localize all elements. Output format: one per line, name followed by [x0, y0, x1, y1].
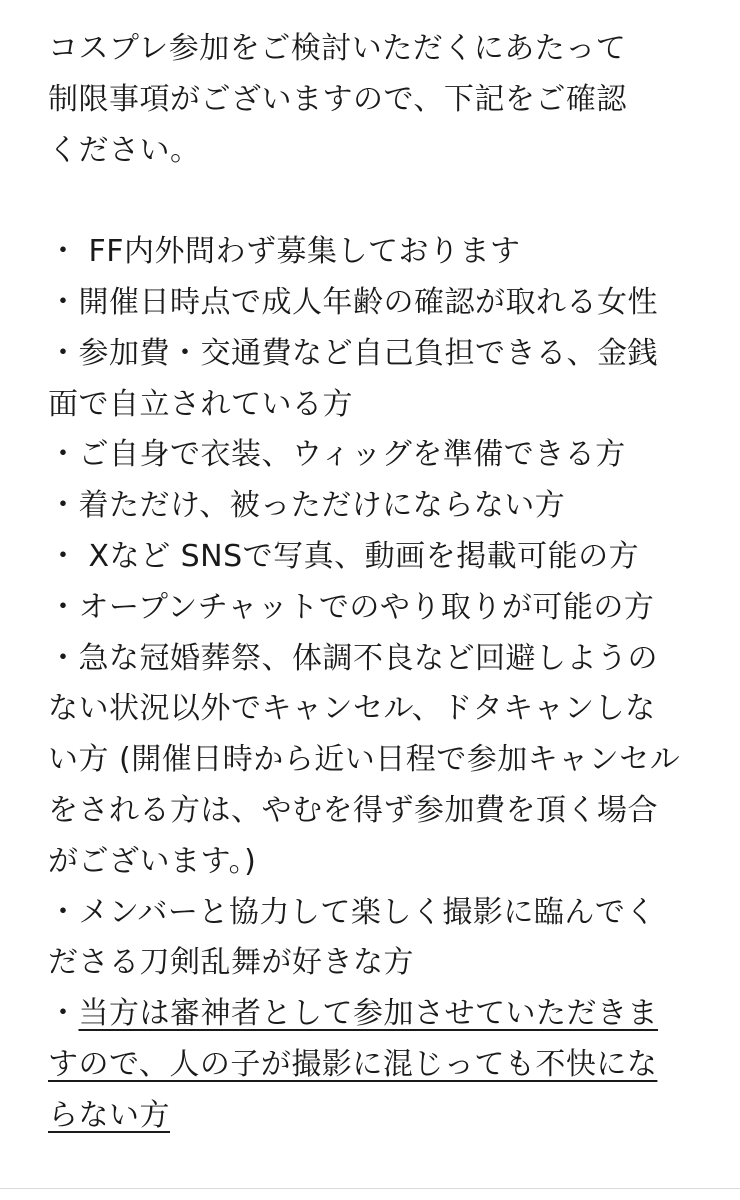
underlined-requirement-line	[48, 989, 708, 1040]
blank-line	[48, 176, 708, 227]
intro-line: ください。	[48, 132, 201, 168]
underlined-text: 当方は審神者として参加させていただきま	[78, 996, 658, 1032]
requirement-line: ・ Xなど SNSで写真、動画を掲載可能の方	[48, 538, 640, 574]
underlined-text: すので、人の子が撮影に混じっても不快にな	[48, 1046, 658, 1082]
requirement-line: をされる方は、やむを得ず参加費を頂く場合	[48, 792, 658, 828]
bullet: ・	[48, 996, 79, 1032]
requirement-line: がございます。)	[48, 843, 257, 879]
underlined-text: らない方	[48, 1097, 170, 1133]
intro-line: コスプレ参加をご検討いただくにあたって	[48, 31, 627, 66]
requirement-line: ・メンバーと協力して楽しく撮影に臨んでく	[48, 894, 656, 930]
requirement-line: い方 (開催日時から近い日程で参加キャンセル	[48, 742, 681, 778]
requirement-line: ない状況以外でキャンセル、ドタキャンしな	[48, 691, 656, 727]
requirement-line: ・ご自身で衣装、ウィッグを準備できる方	[48, 437, 626, 473]
requirement-line: 面で自立されている方	[48, 386, 353, 422]
requirement-line: ・着ただけ、被っただけにならない方	[48, 488, 566, 524]
requirement-line: ・開催日時点で成人年齢の確認が取れる女性	[48, 284, 658, 320]
document-body	[48, 24, 708, 1142]
requirement-line: ださる刀剣乱舞が好きな方	[48, 945, 414, 981]
intro-line: 制限事項がございますので、下記をご確認	[48, 81, 627, 117]
requirement-line: ・オープンチャットでのやり取りが可能の方	[48, 589, 655, 625]
underlined-requirement-line	[48, 1040, 708, 1091]
requirement-line: ・参加費・交通費など自己負担できる、金銭	[48, 335, 658, 371]
requirement-line: ・急な冠婚葬祭、体調不良など回避しようの	[48, 640, 658, 676]
bottom-divider	[0, 1188, 740, 1189]
underlined-requirement-line	[48, 1091, 708, 1142]
requirement-line: ・ FF内外問わず募集しております	[48, 234, 521, 270]
